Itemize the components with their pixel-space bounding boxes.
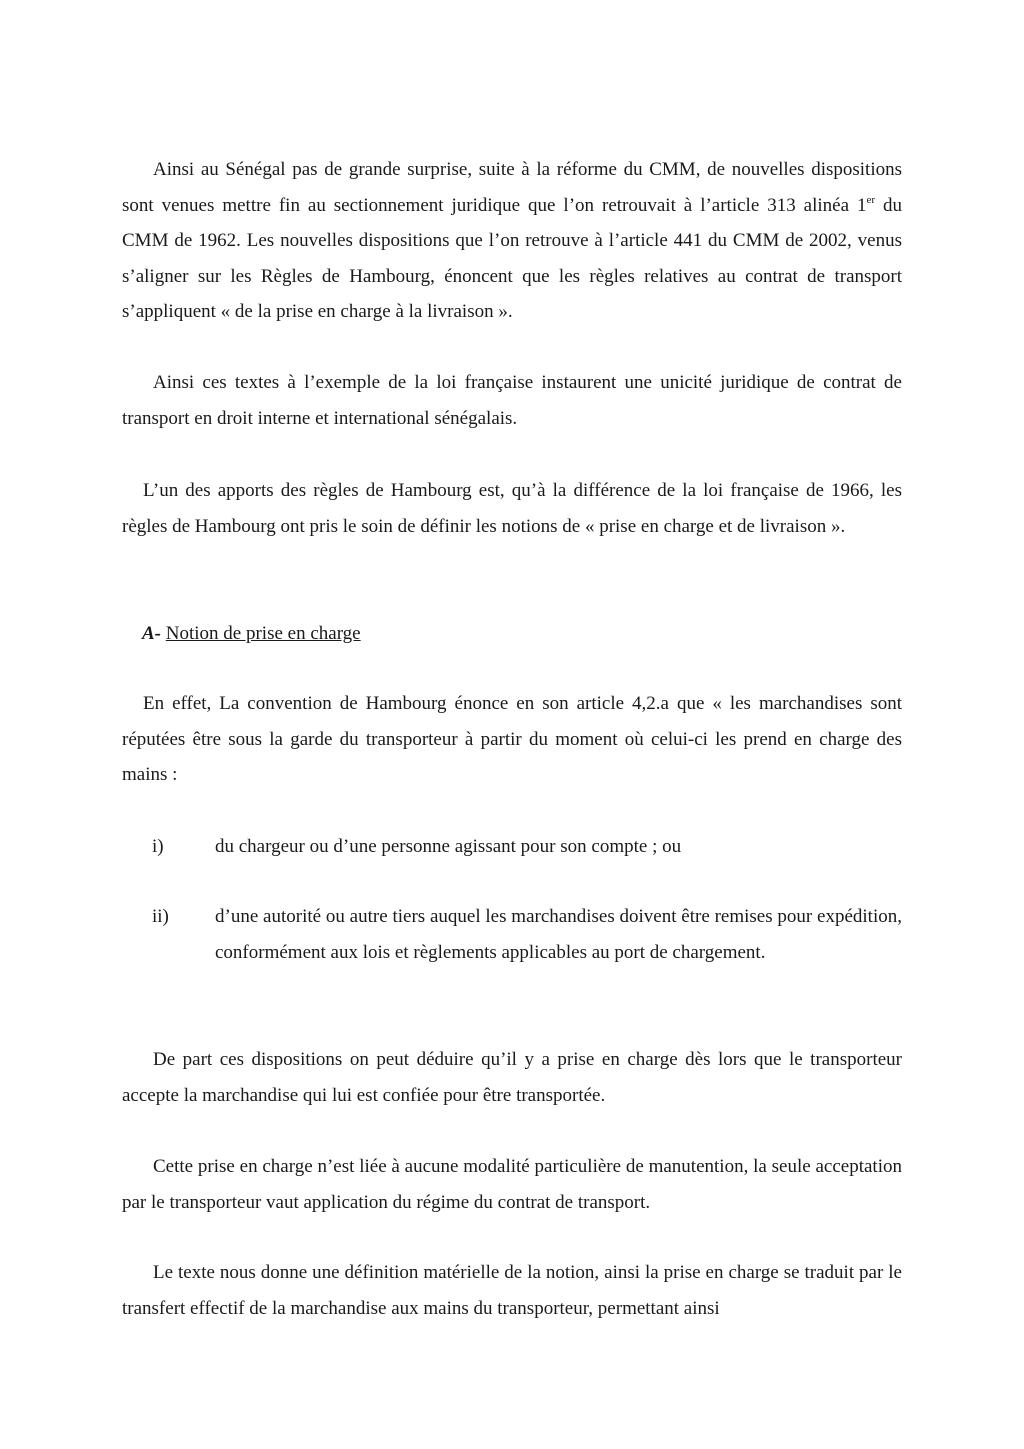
list-item-text: du chargeur ou d’une personne agissant pour son compte ; ou xyxy=(215,836,682,857)
section-title: Notion de prise en charge xyxy=(165,623,361,644)
section-heading xyxy=(142,619,361,649)
section-letter: A- xyxy=(142,623,161,644)
superscript: er xyxy=(866,193,876,206)
list-item-number: ii) xyxy=(152,906,169,927)
list-item-text: d’une autorité ou autre tiers auquel les marchandises doivent être remises pour expédition, conformément aux lois et règlements applicables au port de chargement. xyxy=(215,906,902,963)
list-item-number: i) xyxy=(152,836,164,857)
paragraph-text: Ainsi au Sénégal pas de grande surprise, suite à la réforme du CMM, de nouvelles dispositions sont venues mettre fin au sectionnement juridique que l’on retrouvait à l’article 313 alinéa 1 xyxy=(122,159,902,216)
paragraph-definition: Le texte nous donne une définition matérielle de la notion, ainsi la prise en charge se traduit par le transfert effectif de la marchandise aux mains du transporteur, permettant ainsi xyxy=(122,1262,902,1319)
list-item xyxy=(152,829,902,865)
paragraph-dispositions: De part ces dispositions on peut déduire qu’il y a prise en charge dès lors que le transporteur accepte la marchandise qui lui est confiée pour être transportée. xyxy=(122,1049,902,1106)
list-item xyxy=(152,899,902,970)
paragraph-text: du CMM de 1962. Les nouvelles dispositions que l’on retrouve à l’article 441 du CMM de 2002, venus s’aligner sur les Règles de Hambourg, énoncent que les règles relatives au contrat de transport s’appliquent « de la prise en charge à la livraison ». xyxy=(122,194,902,322)
paragraph-apports: L’un des apports des règles de Hambourg est, qu’à la différence de la loi française de 1966, les règles de Hambourg ont pris le soin de définir les notions de « prise en charge et de livraison ». xyxy=(122,480,902,537)
paragraph-unicite: Ainsi ces textes à l’exemple de la loi française instaurent une unicité juridique de contrat de transport en droit interne et international sénégalais. xyxy=(122,372,902,429)
paragraph-cmm-reform xyxy=(122,152,902,330)
paragraph-manutention: Cette prise en charge n’est liée à aucune modalité particulière de manutention, la seule acceptation par le transporteur vaut application du régime du contrat de transport. xyxy=(122,1156,902,1213)
paragraph-convention: En effet, La convention de Hambourg énonce en son article 4,2.a que « les marchandises sont réputées être sous la garde du transporteur à partir du moment où celui-ci les prend en charge des mains : xyxy=(122,693,902,785)
